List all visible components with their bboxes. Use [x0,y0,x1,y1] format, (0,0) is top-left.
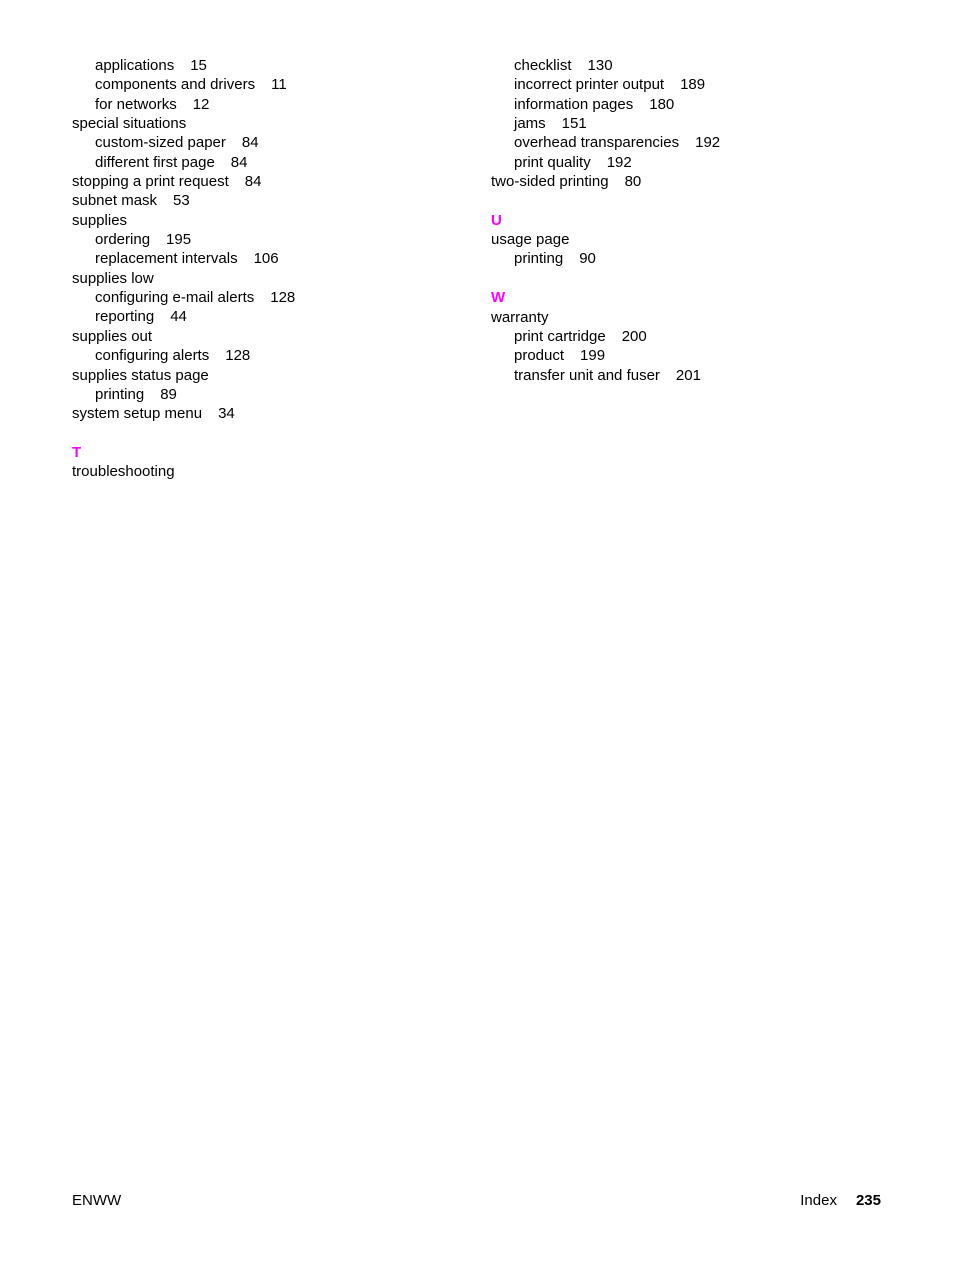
index-term: applications [95,57,175,74]
index-page-link[interactable]: 11 [271,76,287,94]
index-term: ordering [95,231,151,249]
index-subentry [491,56,720,75]
index-subentry [491,133,720,152]
index-term: supplies out [72,327,153,345]
index-page-link[interactable]: 12 [192,95,210,113]
index-subentry [72,230,295,249]
index-term: print quality [514,153,591,171]
index-page-link[interactable]: 53 [173,192,190,210]
footer-right [800,1191,881,1211]
index-term: printing [514,250,564,268]
index-term: transfer unit and fuser [514,366,660,384]
index-term: product [514,347,565,365]
index-entry [72,269,295,288]
index-entry [491,308,720,327]
index-page-link[interactable]: 84 [244,173,262,191]
index-term: supplies status page [72,366,209,384]
index-term: custom-sized paper [95,134,226,152]
footer-section-label: Index [800,1192,837,1209]
index-letter-heading: T [72,443,82,461]
index-term: troubleshooting [72,463,175,481]
index-term: configuring e-mail alerts [95,289,255,307]
index-term: configuring alerts [95,347,210,365]
index-page-link[interactable]: 128 [225,347,251,365]
index-entry [72,327,295,346]
index-term: print cartridge [514,327,606,345]
index-entry [72,172,295,191]
index-column-right [491,56,720,385]
index-term: information pages [514,95,634,113]
index-subentry [72,288,295,307]
index-subentry [72,385,295,404]
index-term: printing [95,385,145,403]
index-subentry [72,346,295,365]
index-term: two-sided printing [491,173,609,191]
index-subentry [491,249,720,268]
index-term: checklist [514,57,572,74]
index-page-link[interactable]: 84 [230,153,248,171]
index-subentry [72,153,295,172]
index-subentry [491,95,720,114]
index-page-link[interactable]: 192 [695,134,721,152]
index-page-link[interactable]: 200 [621,327,647,345]
index-page-link[interactable]: 90 [579,250,596,268]
index-page-link[interactable]: 201 [675,366,701,384]
index-page-link[interactable]: 106 [253,250,279,268]
index-term: different first page [95,153,215,171]
index-term: warranty [491,308,549,326]
index-subentry [72,56,295,75]
index-subentry [72,133,295,152]
index-term: overhead transparencies [514,134,680,152]
index-page-link[interactable]: 89 [160,385,177,403]
index-term: reporting [95,308,155,326]
index-term: usage page [491,231,570,249]
index-page-link[interactable]: 189 [680,76,706,94]
index-term: components and drivers [95,76,256,94]
index-entry [491,172,720,191]
index-subentry [72,95,295,114]
index-page-link[interactable]: 128 [270,289,296,307]
index-subentry [491,75,720,94]
index-page-link[interactable]: 15 [190,57,207,74]
index-subentry [491,114,720,133]
index-subentry [72,75,295,94]
index-letter-heading: W [491,289,506,307]
index-subentry [72,307,295,326]
index-term: subnet mask [72,192,158,210]
index-page-link[interactable]: 195 [166,231,192,249]
index-page-link[interactable]: 80 [624,173,642,191]
footer-left-label: ENWW [72,1192,122,1209]
index-subentry [491,346,720,365]
index-entry [72,462,295,481]
footer-page-number: 235 [855,1192,881,1209]
index-page-link[interactable]: 180 [649,95,675,113]
index-page-link[interactable]: 44 [170,308,187,326]
index-entry [72,404,295,423]
index-subentry [491,327,720,346]
index-page-link[interactable]: 130 [587,57,613,74]
index-page-link[interactable]: 192 [606,153,632,171]
index-page-link[interactable]: 199 [580,347,606,365]
index-entry [72,114,295,133]
index-page-link[interactable]: 151 [561,115,587,133]
index-term: jams [514,115,546,133]
index-term: supplies [72,211,128,229]
index-term: replacement intervals [95,250,238,268]
index-letter-heading: U [491,211,502,229]
index-term: supplies low [72,269,154,287]
index-entry [72,211,295,230]
index-column-left [72,56,295,482]
index-term: special situations [72,115,187,133]
index-term: system setup menu [72,405,203,423]
index-entry [72,191,295,210]
index-term: for networks [95,95,177,113]
index-subentry [491,153,720,172]
index-page-link[interactable]: 84 [241,134,259,152]
index-term: incorrect printer output [514,76,665,94]
index-term: stopping a print request [72,173,229,191]
index-subentry [72,249,295,268]
index-subentry [491,366,720,385]
index-page-link[interactable]: 34 [218,405,235,423]
index-entry [491,230,720,249]
index-entry [72,366,295,385]
